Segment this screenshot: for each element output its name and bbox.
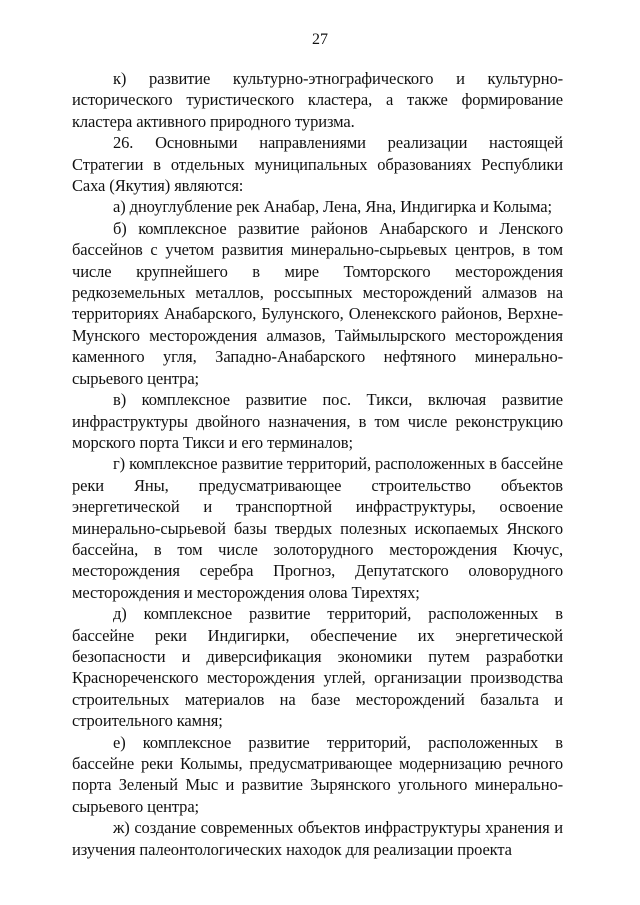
paragraph-item-e: е) комплексное развитие территорий, расположенных в бассейне реки Колымы, предусматривающее модернизацию речного порта Зеленый Мыс и развитие Зырянского угольного минерально-сырьевого центра; (72, 732, 563, 816)
paragraph-item-a: а) дноуглубление рек Анабар, Лена, Яна, Индигирка и Колыма; (113, 197, 552, 217)
paragraph-item-g: г) комплексное развитие территорий, расположенных в бассейне реки Яны, предусматривающее строительство объектов энергетической и транспортной инфраструктуры, освоение минерально-сырьевой базы твердых полезных ископаемых Янского бассейна, в том числе золоторудного месторождения Кючус, месторождения серебра Прогноз, Депутатского оловорудного месторождения и месторождения олова Тирехтях; (72, 454, 563, 602)
paragraph-section-26: 26. Основными направлениями реализации настоящей Стратегии в отдельных муниципальных образованиях Республики Саха (Якутия) являются: (72, 133, 563, 196)
paragraph-item-d: д) комплексное развитие территорий, расположенных в бассейне реки Индигирки, обеспечение их энергетической безопасности и диверсификация экономики путем разработки Краснореченского месторождения углей, организации производства строительных материалов на базе месторождений базальта и строительного камня; (72, 604, 563, 731)
page-number: 27 (312, 31, 328, 48)
paragraph-item-zh: ж) создание современных объектов инфраструктуры хранения и изучения палеонтологических находок для реализации проекта (72, 818, 563, 859)
paragraph-item-k: к) развитие культурно-этнографического и культурно-исторического туристического кластера, а также формирование кластера активного природного туризма. (72, 69, 563, 131)
paragraph-item-b: б) комплексное развитие районов Анабарского и Ленского бассейнов с учетом развития минерально-сырьевых центров, в том числе крупнейшего в мире Томторского месторождения редкоземельных металлов, россыпных месторождений алмазов на территориях Анабарского, Булунского, Оленекского районов, Верхне-Мунского месторождения алмазов, Таймылырского месторождения каменного угля, Западно-Анабарского нефтяного минерально-сырьевого центра; (72, 218, 563, 388)
document-body (72, 68, 563, 860)
paragraph-item-v: в) комплексное развитие пос. Тикси, включая развитие инфраструктуры двойного назначения, в том числе реконструкцию морского порта Тикси и его терминалов; (72, 390, 563, 452)
